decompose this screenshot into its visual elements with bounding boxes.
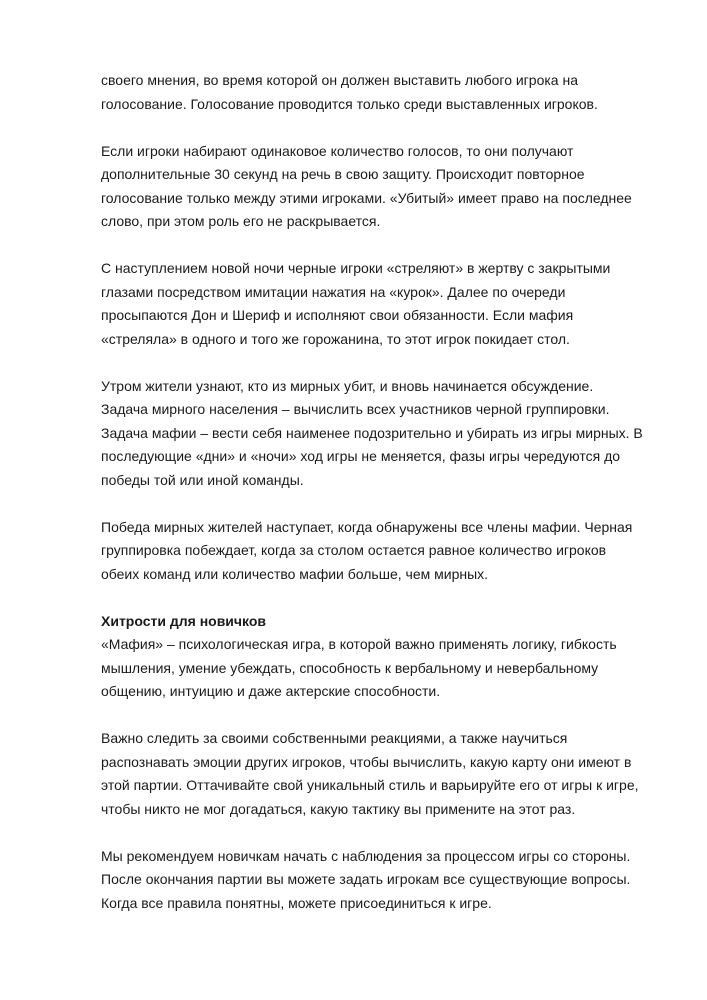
text-line: обеих команд или количество мафии больше, чем мирных. [101, 565, 489, 582]
text-line: «Мафия» – психологическая игра, в которой важно применять логику, гибкость [101, 636, 617, 652]
text-line: С наступлением новой ночи черные игроки «стреляют» в жертву с закрытыми [101, 260, 611, 276]
text-line: чтобы никто не мог догадаться, какую тактику вы примените на этот раз. [101, 800, 576, 817]
text-line: голосование. Голосование проводится только среди выставленных игроков. [101, 95, 598, 112]
text-line: просыпаются Дон и Шериф и исполняют свои обязанности. Если мафия [101, 307, 574, 323]
text-line: Мы рекомендуем новичкам начать с наблюдения за процессом игры со стороны. [101, 847, 631, 864]
text-line: Задача мафии – вести себя наименее подозрительно и убирать из игры мирных. В [101, 424, 643, 441]
paragraph [101, 257, 681, 351]
text-line: «стреляла» в одного и того же горожанина, то этот игрок покидает стол. [101, 330, 570, 347]
paragraph [101, 375, 681, 493]
section-heading: Хитрости для новичков [101, 612, 267, 629]
text-line: своего мнения, во время которой он должен выставить любого игрока на [101, 72, 578, 88]
text-line: этой партии. Оттачивайте свой уникальный стиль и варьируйте его от игры к игре, [101, 777, 639, 793]
document-page [101, 69, 681, 939]
text-line: слово, при этом роль его не раскрывается. [101, 213, 381, 229]
text-line: голосование только между этими игроками. «Убитый» имеет право на последнее [101, 189, 632, 206]
text-line: дополнительные 30 секунд на речь в свою защиту. Происходит повторное [101, 166, 585, 182]
text-line: мышления, умение убеждать, способность к вербальному и невербальному [101, 659, 599, 676]
paragraph [101, 140, 681, 234]
text-line: победы той или иной команды. [101, 471, 304, 488]
text-line: Если игроки набирают одинаковое количество голосов, то они получают [101, 142, 574, 159]
text-line: Утром жители узнают, кто из мирных убит, и вновь начинается обсуждение. [101, 377, 594, 394]
text-line: После окончания партии вы можете задать игрокам все существующие вопросы. [101, 871, 631, 887]
text-line: последующие «дни» и «ночи» ход игры не меняется, фазы игры чередуются до [101, 448, 621, 464]
paragraph [101, 633, 681, 704]
text-line: распознавать эмоции других игроков, чтобы вычислить, какую карту они имеют в [101, 753, 632, 770]
text-line: Важно следить за своими собственными реакциями, а также научиться [101, 730, 568, 746]
paragraph [101, 69, 681, 116]
text-line: группировка побеждает, когда за столом остается равное количество игроков [101, 542, 607, 558]
paragraph [101, 516, 681, 587]
paragraph [101, 845, 681, 916]
text-line: Когда все правила понятны, можете присоединиться к игре. [101, 894, 492, 911]
text-line: глазами посредством имитации нажатия на «курок». Далее по очереди [101, 283, 566, 300]
paragraph [101, 727, 681, 821]
text-line: Победа мирных жителей наступает, когда обнаружены все члены мафии. Черная [101, 518, 633, 535]
text-line: общению, интуицию и даже актерские способности. [101, 683, 441, 699]
text-line: Задача мирного населения – вычислить всех участников черной группировки. [101, 401, 610, 417]
